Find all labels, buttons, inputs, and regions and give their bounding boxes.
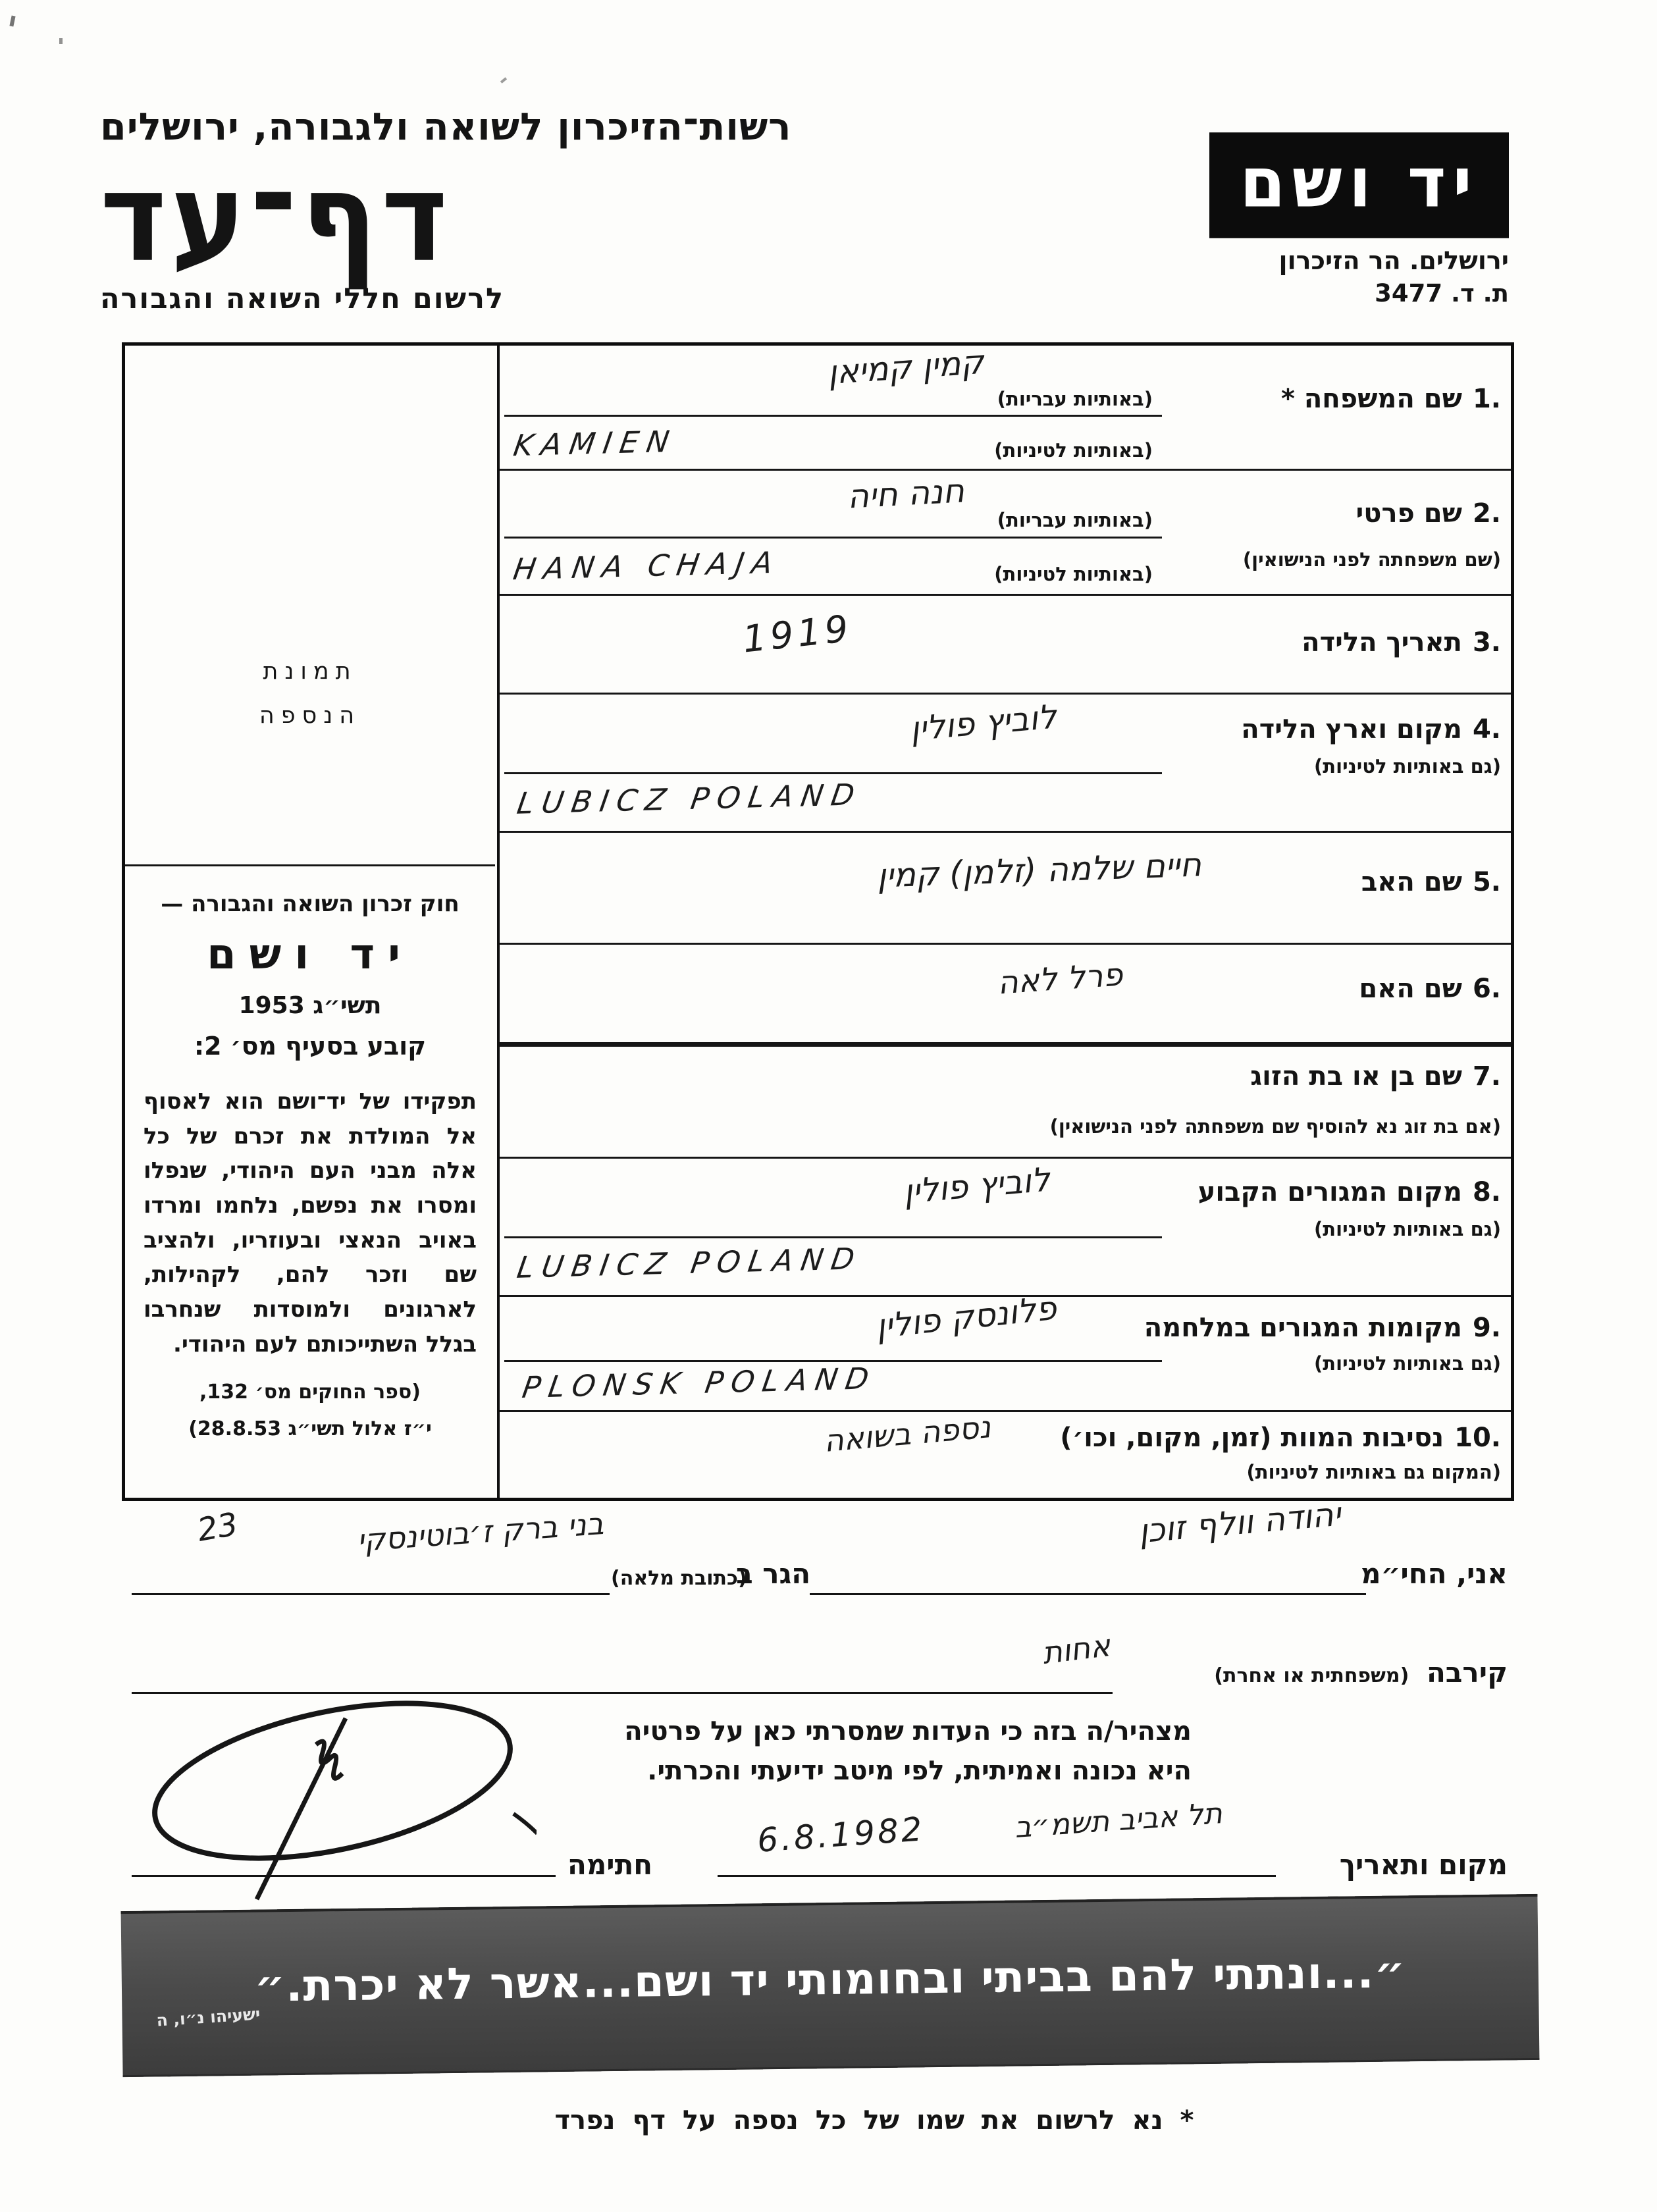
handwritten-relation: אחות [1040, 1627, 1113, 1672]
handwritten-place: תל אביב תשמ״ב [1013, 1797, 1224, 1845]
logo-address-city: ירושלים. הר הזיכרון [1278, 246, 1509, 275]
law-name: יד ושם [207, 930, 413, 979]
masthead [100, 105, 791, 315]
law-text: תפקידו של יד־ושם הוא לאסוף אל המולדת את זכרם של כל אלה מבני העם היהודי, שנפלו ומסרו את נפשם, נלחמו ומרדו באויב הנאצי ובעוזריו, ולהציב שם וזכר להם, לקהילות, לארגונים ולמוסדות שנחרבו בגלל השתייכותם לעם היהודי. [144, 1088, 477, 1357]
signature-scribble [128, 1682, 537, 1906]
field-sublabel: (גם באותיות לטיניות) [1314, 755, 1501, 777]
banner-quote-text: ״...ונתתי להם בביתי ובחומותי יד ושם...אשר לא יכרת.״ [253, 1947, 1406, 2012]
field-number: 6. [1472, 974, 1501, 1004]
field-number: 2. [1472, 498, 1501, 529]
field-label [1302, 627, 1501, 658]
field-label-text: תאריך הלידה [1302, 627, 1462, 658]
handwritten-residence-latin: LUBICZ POLAND [514, 1241, 865, 1285]
testimony-form-box [122, 342, 1514, 1501]
handwritten-declarant-name: יהודה וולף זוכן [1137, 1494, 1342, 1551]
field-label [1241, 714, 1501, 745]
field-label [1359, 974, 1501, 1004]
handwritten-address-number: 23 [194, 1506, 241, 1549]
handwritten-address: בני ברק ז׳בוטינסקי [355, 1505, 605, 1559]
handwritten-birth-place-latin: LUBICZ POLAND [514, 777, 865, 821]
form-fields [497, 342, 1511, 1498]
sidebar-divider [125, 864, 495, 866]
relation-note: (משפחתית או אחרת) [1214, 1664, 1409, 1687]
handwritten-residence-hebrew: לוביץ פולין [901, 1160, 1052, 1211]
handwritten-death-circumstances: נספה בשואה [822, 1409, 992, 1459]
place-date-line [718, 1875, 1276, 1877]
handwritten-mother-name: פרל לאה [995, 956, 1124, 1002]
handwritten-family-name-latin: KAMIEN [511, 423, 680, 463]
field-label [1361, 867, 1501, 897]
handwritten-birth-place-hebrew: לוביץ פולין [908, 697, 1059, 749]
law-clause: קובע בסעיף מס׳ 2: [194, 1032, 427, 1061]
footnote [532, 2105, 1217, 2136]
handwritten-family-name-hebrew: קמין קמיאן [826, 342, 986, 392]
residence-note: (כתובת מלאה) [611, 1567, 747, 1590]
photo-label-line2: הנספה [259, 702, 361, 729]
relation-label-text: קירבה [1426, 1656, 1508, 1689]
field-number: 8. [1472, 1177, 1501, 1207]
field-number: 3. [1472, 627, 1501, 658]
victim-photo-placeholder [125, 650, 495, 737]
law-intro: חוק זכרון השואה והגבורה — [161, 891, 460, 917]
form-title: דף־עד [100, 145, 452, 290]
field-label-text: שם פרטי [1355, 498, 1462, 529]
handwritten-wartime-residence-latin: PLONSK POLAND [519, 1361, 880, 1405]
field-number: 9. [1472, 1313, 1501, 1343]
quote-banner [121, 1894, 1540, 2077]
field-label [1281, 384, 1501, 414]
scan-speck [9, 16, 15, 27]
field-row-mother-name [500, 945, 1511, 1047]
handwritten-birth-year: 1919 [741, 607, 855, 662]
field-number: 1. [1472, 384, 1501, 414]
field-sublabel: (גם באותיות לטיניות) [1314, 1218, 1501, 1240]
field-row-family-name [500, 342, 1511, 471]
field-label [1356, 498, 1501, 529]
handwritten-first-name-hebrew: חנה חיה [846, 471, 966, 516]
form-purpose: לרשום חללי השואה והגבורה [100, 282, 505, 316]
field-number: 7. [1472, 1061, 1501, 1092]
residence-label: הגר ב [736, 1558, 811, 1590]
writing-line [504, 537, 1162, 539]
law-year: תשי״ג 1953 [238, 992, 382, 1019]
field-sublabel: (שם משפחתה לפני הנישואין) [1242, 548, 1501, 571]
signature-line [132, 1875, 556, 1877]
field-sublabel: (המקום גם באותיות לטיניות) [1246, 1461, 1501, 1483]
declaration-statement [612, 1712, 1192, 1791]
field-row-wartime-residence [500, 1288, 1511, 1412]
address-line [132, 1593, 610, 1595]
field-label [1250, 1061, 1501, 1092]
field-label [1198, 1177, 1501, 1207]
field-row-birth-place [500, 695, 1511, 833]
field-label-text: שם האם [1359, 974, 1462, 1004]
field-number: 4. [1472, 714, 1501, 745]
field-row-father-name [500, 833, 1511, 945]
handwritten-date: 6.8.1982 [756, 1810, 926, 1860]
field-label [1060, 1423, 1501, 1453]
latin-letters-note: (באותיות לטיניות) [994, 563, 1153, 585]
field-label-text: שם בן או בת הזוג [1250, 1061, 1462, 1092]
logo-address-pob: ת. ד. 3477 [1375, 279, 1509, 307]
field-sublabel: (אם בת זוג נא להוסיף שם משפחתה לפני הנישואין) [1049, 1115, 1501, 1138]
handwritten-first-name-latin: HANA CHAJA [511, 544, 783, 587]
field-label [1144, 1313, 1501, 1343]
hebrew-letters-note: (באותיות עבריות) [997, 509, 1153, 531]
yad-vashem-logo: יד ושם [1209, 132, 1509, 238]
photo-label-line1: תמונת [263, 658, 357, 685]
scan-speck [500, 77, 507, 83]
handwritten-father-name: חיים שלמה (זלמן) קמין [876, 845, 1202, 895]
banner-quote-source: ישעיהו נ״ו, ה [155, 2004, 261, 2030]
writing-line [504, 1236, 1162, 1238]
law-citation-line2: י״ז אלול תשי״ג 28.8.53) [188, 1417, 432, 1440]
yad-vashem-logo-block [1209, 135, 1509, 307]
writing-line [504, 415, 1162, 417]
hebrew-letters-note: (באותיות עבריות) [997, 388, 1153, 410]
declaration-section [0, 1494, 1657, 1916]
footnote-text: נא לרשום את שמו של כל נספה על דף נפרד [554, 2105, 1163, 2136]
field-label-text: מקום המגורים הקבוע [1197, 1177, 1462, 1207]
field-label-text: מקומות המגורים במלחמה [1144, 1313, 1462, 1343]
writing-line [504, 772, 1162, 774]
relation-label [1214, 1656, 1508, 1689]
field-row-permanent-residence [500, 1159, 1511, 1297]
field-row-death-circumstances [500, 1409, 1511, 1498]
signature-label: חתימה [567, 1849, 653, 1881]
field-row-first-name [500, 471, 1511, 596]
field-row-birth-date [500, 596, 1511, 695]
field-number: 5. [1472, 867, 1501, 897]
field-label-text: נסיבות המוות (זמן, מקום, וכו׳) [1060, 1423, 1444, 1453]
field-row-spouse-name [500, 1047, 1511, 1159]
field-label-text: שם האב [1361, 867, 1462, 897]
declarant-prefix: אני, החי״מ [1361, 1558, 1508, 1590]
latin-letters-note: (באותיות לטיניות) [994, 439, 1153, 461]
statement-line2: היא נכונה ואמיתית, לפי מיטב ידיעתי והכרתי. [647, 1756, 1192, 1786]
authority-title: רשות־הזיכרון לשואה ולגבורה, ירושלים [100, 105, 792, 149]
handwritten-wartime-residence-hebrew: פלונסק פולין [874, 1288, 1059, 1346]
form-sidebar [125, 346, 495, 1498]
law-citation-line1: (ספר החוקים מס׳ 132, [199, 1381, 421, 1404]
scan-speck [59, 38, 63, 44]
field-label-text: מקום וארץ הלידה [1241, 714, 1462, 745]
field-number: 10. [1454, 1423, 1501, 1453]
field-sublabel: (גם באותיות לטיניות) [1314, 1352, 1501, 1375]
footnote-asterisk: * [1180, 2105, 1194, 2136]
place-date-label: מקום ותאריך [1339, 1849, 1508, 1881]
field-label-text: שם המשפחה * [1280, 384, 1462, 414]
declarant-name-line [810, 1593, 1366, 1595]
statement-line1: מצהיר/ה בזה כי העדות שמסרתי כאן על פרטיה [624, 1716, 1192, 1747]
